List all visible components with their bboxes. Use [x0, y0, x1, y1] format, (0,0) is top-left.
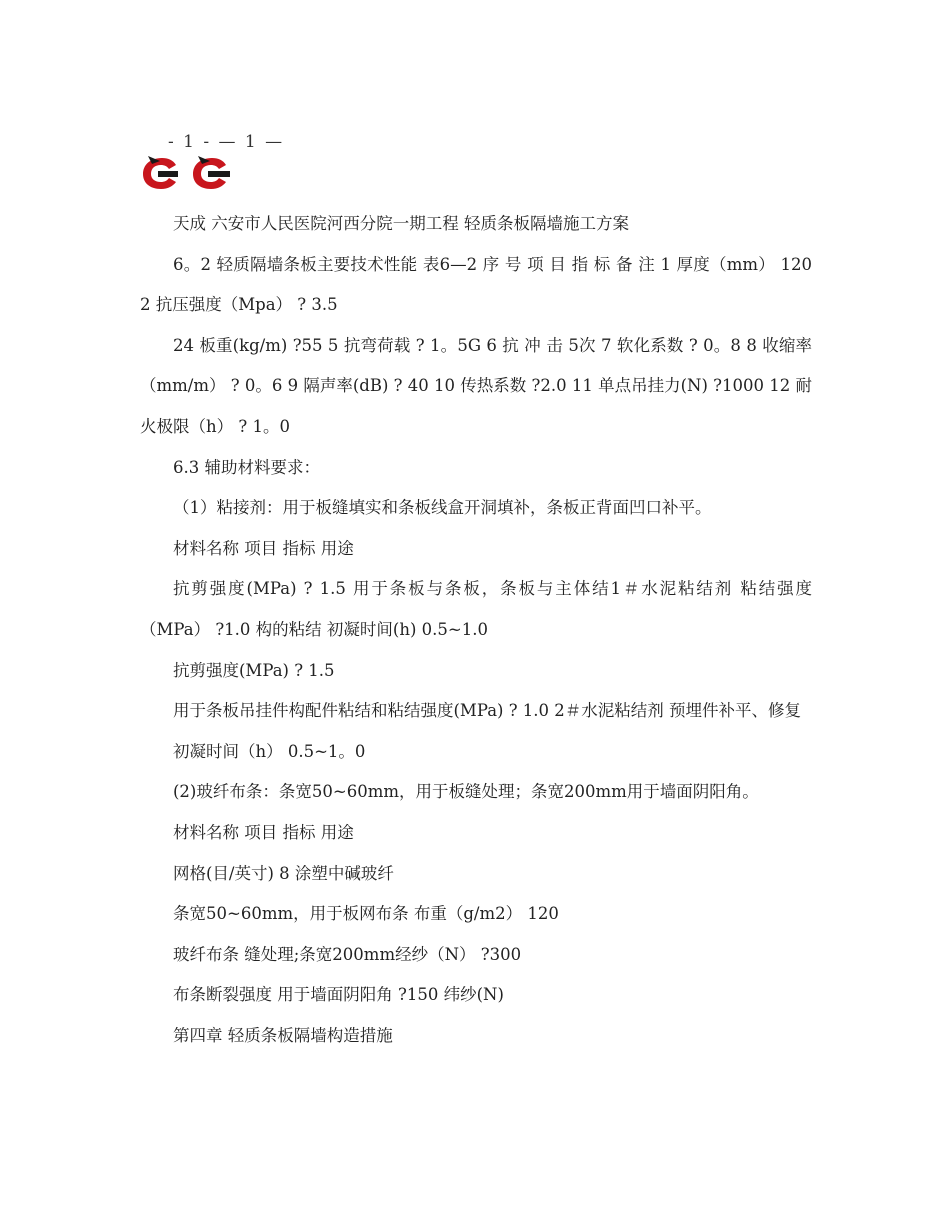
section-heading: 6.3 辅助材料要求：: [173, 457, 320, 477]
paragraph: 初凝时间（h） 0.5~1。0: [173, 741, 366, 761]
company-logo-icon: [140, 152, 240, 192]
chapter-heading: 第四章 轻质条板隔墙构造措施: [173, 1025, 393, 1045]
paragraph: 材料名称 项目 指标 用途: [173, 822, 354, 842]
paragraph: (2)玻纤布条：条宽50~60mm，用于板缝处理；条宽200mm用于墙面阴阳角。: [173, 782, 759, 802]
document-body: [140, 204, 812, 1056]
paragraph-title: 天成 六安市人民医院河西分院一期工程 轻质条板隔墙施工方案: [173, 214, 629, 233]
paragraph: 抗剪强度(MPa) ? 1.5 用于条板与条板，条板与主体结1＃水泥粘结剂 粘结强度（MPa） ?1.0 构的粘结 初凝时间(h) 0.5~1.0: [140, 579, 812, 639]
paragraph: 用于条板吊挂件构配件粘结和粘结强度(MPa) ? 1.0 2＃水泥粘结剂 预埋件补平、修复: [173, 701, 802, 721]
paragraph: 条宽50~60mm，用于板网布条 布重（g/m2） 120: [173, 904, 559, 924]
paragraph: （1）粘接剂：用于板缝填实和条板线盒开洞填补，条板正背面凹口补平。: [173, 498, 712, 518]
paragraph: 材料名称 项目 指标 用途: [173, 538, 354, 558]
paragraph: 网格(目/英寸) 8 涂塑中碱玻纤: [173, 863, 394, 883]
page-number: - 1 - — 1 —: [168, 132, 285, 152]
paragraph: 24 板重(kg/m) ?55 5 抗弯荷载 ? 1。5G 6 抗 冲 击 5次 7 软化系数 ? 0。8 8 收缩率（mm/m） ? 0。6 9 隔声率(dB) ? 40 10 传热系数 ?2.0 11 单点吊挂力(N) ?1000 12 耐火极限（h） ? 1。0: [140, 335, 812, 436]
paragraph: 6。2 轻质隔墙条板主要技术性能 表6—2 序 号 项 目 指 标 备 注 1 厚度（mm） 120 2 抗压强度（Mpa） ? 3.5: [140, 254, 812, 315]
paragraph: 抗剪强度(MPa) ? 1.5: [173, 660, 335, 680]
paragraph: 布条断裂强度 用于墙面阴阳角 ?150 纬纱(N): [173, 985, 504, 1005]
paragraph: 玻纤布条 缝处理;条宽200mm经纱（N） ?300: [173, 944, 522, 964]
